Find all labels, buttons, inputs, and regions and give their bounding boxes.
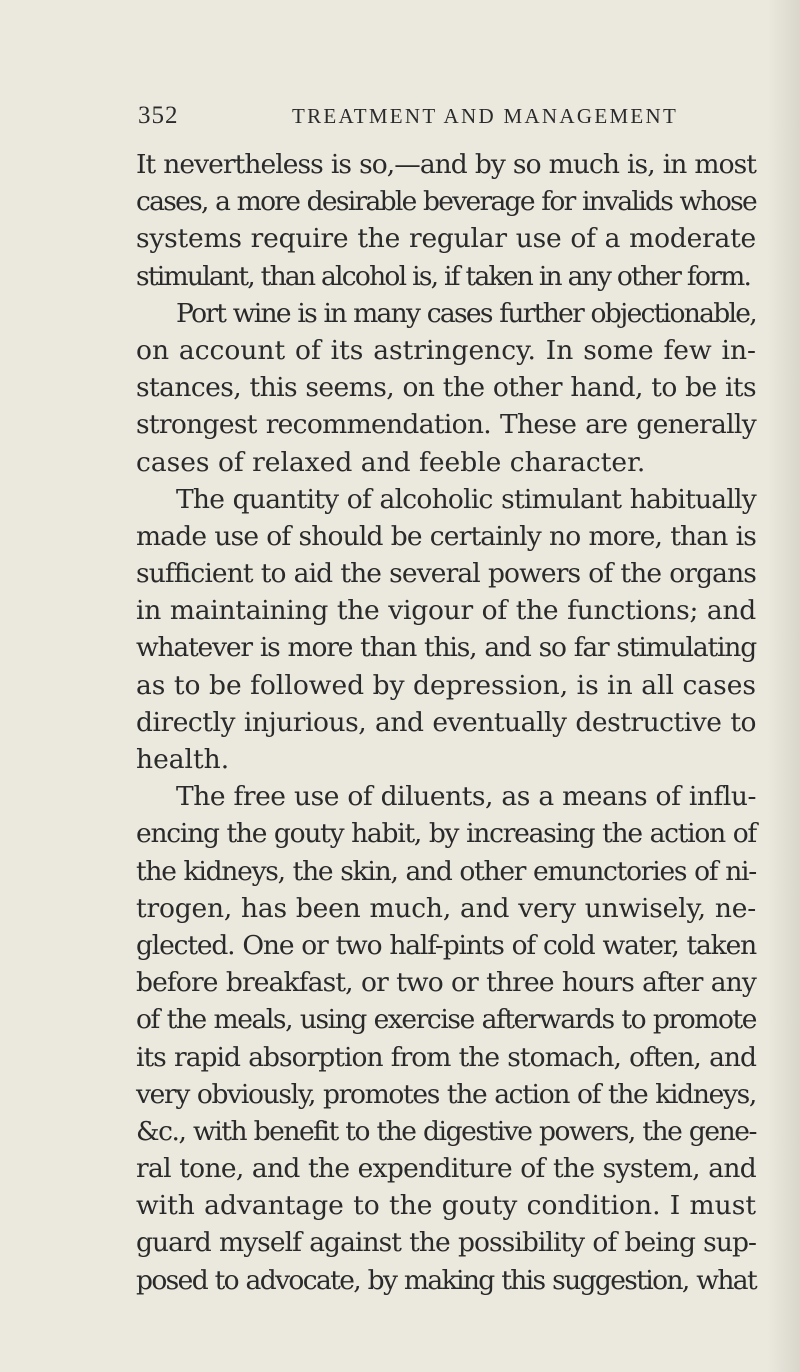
text-line: trogen, has been much, and very unwisely, ne- bbox=[136, 892, 756, 924]
text-line: made use of should be certainly no more, than is bbox=[136, 520, 756, 552]
text-line: health. bbox=[136, 744, 230, 775]
text-line: the kidneys, the skin, and other emunctories of ni- bbox=[136, 855, 756, 887]
text-line: cases of relaxed and feeble character. bbox=[136, 446, 646, 478]
text-line: stimulant, than alcohol is, if taken in any other form. bbox=[136, 260, 751, 292]
text-line: The free use of diluents, as a means of influ- bbox=[176, 781, 756, 813]
text-line: directly injurious, and eventually destructive to bbox=[136, 706, 756, 738]
text-line: Port wine is in many cases further objectionable, bbox=[176, 297, 756, 329]
text-line: whatever is more than this, and so far stimulating bbox=[136, 632, 756, 664]
text-line: on account of its astringency. In some few in- bbox=[136, 334, 756, 366]
text-line: The quantity of alcoholic stimulant habitually bbox=[176, 483, 756, 515]
text-line: systems require the regular use of a moderate bbox=[136, 223, 756, 255]
text-line: of the meals, using exercise afterwards to promote bbox=[136, 1004, 756, 1036]
text-line: in maintaining the vigour of the functions; and bbox=[136, 595, 756, 627]
body-text bbox=[136, 146, 756, 1299]
text-line: &c., with benefit to the digestive powers, the gene- bbox=[136, 1115, 756, 1147]
text-line: guard myself against the possibility of being sup- bbox=[136, 1227, 756, 1259]
text-line: sufficient to aid the several powers of the organs bbox=[136, 558, 756, 590]
text-line: strongest recommendation. These are generally bbox=[136, 409, 756, 441]
text-line: with advantage to the gouty condition. I must bbox=[136, 1190, 756, 1222]
text-line: before breakfast, or two or three hours after any bbox=[136, 967, 756, 999]
text-line: very obviously, promotes the action of the kidneys, bbox=[136, 1078, 756, 1110]
page-number: 352 bbox=[138, 102, 179, 129]
running-head: TREATMENT AND MANAGEMENT bbox=[292, 104, 679, 128]
text-line: posed to advocate, by making this suggestion, what bbox=[136, 1264, 756, 1296]
text-line: encing the gouty habit, by increasing the action of bbox=[136, 818, 756, 850]
text-line: It nevertheless is so,—and by so much is, in most bbox=[136, 149, 756, 180]
text-line: glected. One or two half-pints of cold water, taken bbox=[136, 929, 756, 961]
page-header bbox=[0, 102, 800, 142]
text-line: ral tone, and the expenditure of the system, and bbox=[136, 1153, 756, 1185]
text-line: cases, a more desirable beverage for invalids whose bbox=[136, 186, 756, 218]
text-line: stances, this seems, on the other hand, to be its bbox=[136, 372, 756, 404]
text-line: as to be followed by depression, is in all cases bbox=[136, 669, 756, 701]
text-line: its rapid absorption from the stomach, often, and bbox=[136, 1041, 756, 1073]
